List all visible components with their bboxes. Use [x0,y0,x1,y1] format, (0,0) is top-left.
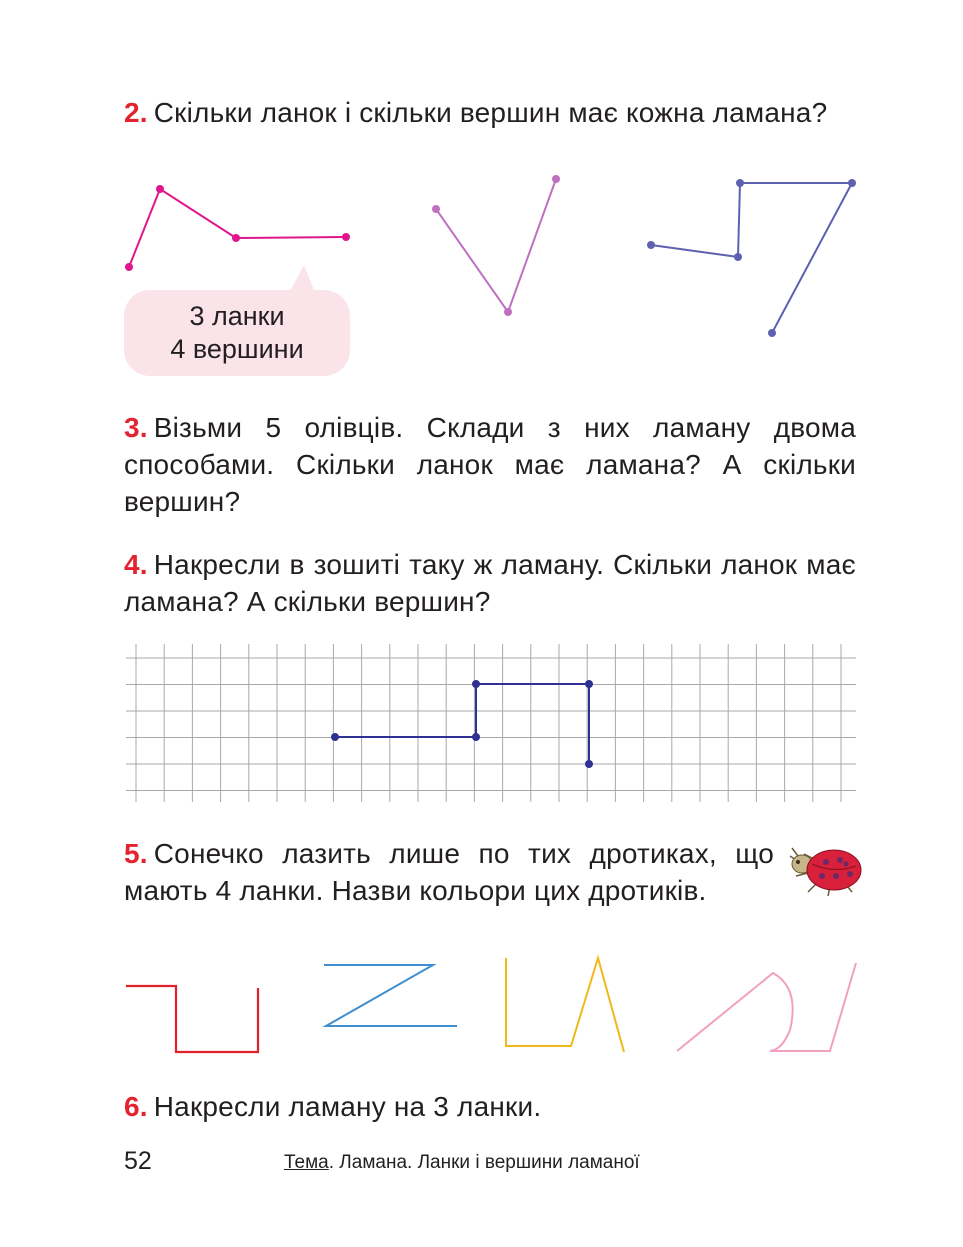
vertex-dot [736,179,744,187]
task-text: Накресли ламану на 3 ланки. [153,1091,542,1122]
wire-red [126,986,258,1052]
bubble-line-2: 4 вершини [170,334,304,364]
vertex-dot [432,205,440,213]
vertex-dot [156,185,164,193]
grid-polyline [331,680,593,768]
task-3 [124,409,856,520]
task-text: Сонечко лазить лише по тих дротиках, що мають 4 ланки. Назви кольори цих дротиків. [124,838,774,906]
vertex-dot [472,680,480,688]
task-number: 2. [124,97,148,128]
task-text: Візьми 5 олівців. Склади з них ламану двома способами. Скільки ланок має ламана? А скільки вершин? [124,412,856,517]
task-number: 4. [124,549,148,580]
vertex-dot [342,233,350,241]
polyline-pink [125,185,350,271]
task-text: Скільки ланок і скільки вершин має кожна ламана? [153,97,828,128]
vertex-dot [585,760,593,768]
vertex-dot [647,241,655,249]
task-number: 6. [124,1091,148,1122]
polyline-purple [647,179,856,337]
grid-paper [126,644,856,802]
speech-bubble [124,290,350,376]
polyline-violet [432,175,560,316]
vertex-dot [734,253,742,261]
topic-label: Тема [284,1152,329,1173]
vertex-dot [552,175,560,183]
task-5 [124,835,774,909]
task-4 [124,546,856,620]
vertex-dot [472,733,480,741]
vertex-dot [504,308,512,316]
task-number: 5. [124,838,148,869]
vertex-dot [768,329,776,337]
vertex-dot [232,234,240,242]
task-6 [124,1088,856,1125]
vertex-dot [585,680,593,688]
wire-yellow [506,958,624,1052]
wire-pink [677,963,856,1051]
page-number: 52 [124,1147,152,1175]
vertex-dot [331,733,339,741]
task-number: 3. [124,412,148,443]
vertex-dot [125,263,133,271]
vertex-dot [848,179,856,187]
ladybug-icon [790,848,861,896]
wire-blue [324,965,457,1026]
bubble-line-1: 3 ланки [189,301,285,331]
topic-text: . Ламана. Ланки і вершини ламаної [328,1152,640,1173]
task-text: Накресли в зошиті таку ж ламану. Скільки ланок має ламана? А скільки вершин? [124,549,856,617]
topic-line [284,1152,640,1174]
